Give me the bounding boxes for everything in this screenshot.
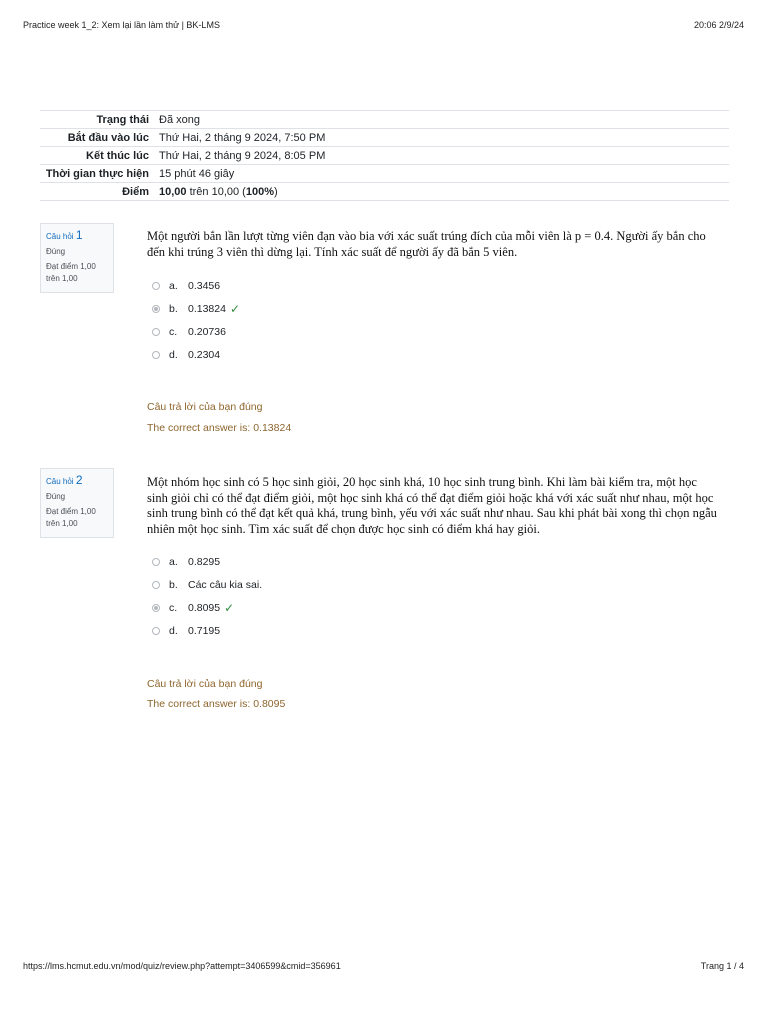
radio-button-checked[interactable] <box>152 305 160 313</box>
question-number: Câu hỏi 1 <box>46 228 83 242</box>
question-info-2 <box>40 468 114 538</box>
question-info-1 <box>40 223 114 293</box>
answer-option[interactable]: a. 0.3456 <box>152 274 452 297</box>
answer-option[interactable]: d. 0.2304 <box>152 343 452 366</box>
summary-label: Bắt đầu vào lúc <box>40 129 154 147</box>
correct-answer-text: The correct answer is: 0.13824 <box>147 422 292 434</box>
feedback-text: Câu trả lời của bạn đúng <box>147 678 263 690</box>
summary-row-duration <box>40 165 729 183</box>
question-grade: Đạt điểm 1,00 trên 1,00 <box>46 262 96 283</box>
answer-option-selected[interactable]: c. 0.8095 ✓ <box>152 596 452 619</box>
radio-button[interactable] <box>152 581 160 589</box>
correct-check-icon: ✓ <box>229 301 241 316</box>
page-number: Trang 1 / 4 <box>700 961 744 971</box>
page-title: Practice week 1_2: Xem lại lần làm thử | BK-LMS <box>23 20 220 30</box>
question-text: Một người bắn lần lượt từng viên đạn vào bia với xác suất trúng đích của mỗi viên là p = 0.4. Người ấy bắn cho đến khi trúng 3 viên thì dừng lại. Tính xác suất để người ấy đã bắn 5 viên. <box>147 229 706 259</box>
radio-button-checked[interactable] <box>152 604 160 612</box>
answer-option[interactable]: c. 0.20736 <box>152 320 452 343</box>
question-state: Đúng <box>46 492 66 501</box>
correct-check-icon: ✓ <box>224 600 235 615</box>
summary-label: Trạng thái <box>40 111 154 129</box>
feedback-text: Câu trả lời của bạn đúng <box>147 401 263 413</box>
grade-score: 10,00 <box>159 186 187 198</box>
question-number: Câu hỏi 2 <box>46 473 83 487</box>
summary-row-started <box>40 129 729 147</box>
grade-percent: 100% <box>245 186 274 198</box>
summary-value: Thứ Hai, 2 tháng 9 2024, 8:05 PM <box>154 147 729 165</box>
page-url: https://lms.hcmut.edu.vn/mod/quiz/review.php?attempt=3406599&cmid=356961 <box>23 961 341 971</box>
answer-options <box>152 550 452 642</box>
summary-value: 15 phút 46 giây <box>154 165 729 183</box>
answer-options <box>152 274 452 366</box>
summary-label: Thời gian thực hiện <box>40 165 154 183</box>
print-footer <box>23 961 744 971</box>
answer-option[interactable]: b. Các câu kia sai. <box>152 573 452 596</box>
summary-row-grade <box>40 183 729 201</box>
summary-value: 10,00 trên 10,00 (100%) <box>154 183 729 201</box>
answer-option[interactable]: d. 0.7195 <box>152 619 452 642</box>
question-state: Đúng <box>46 247 66 256</box>
summary-label: Điểm <box>40 183 154 201</box>
summary-value: Thứ Hai, 2 tháng 9 2024, 7:50 PM <box>154 129 729 147</box>
print-datetime: 20:06 2/9/24 <box>693 20 744 30</box>
summary-label: Kết thúc lúc <box>40 147 154 165</box>
question-text: Một nhóm học sinh có 5 học sinh giỏi, 20 học sinh khá, 10 học sinh trung bình. Khi làm bài kiểm tra, một học sinh giỏi chỉ có thể đạt điểm giỏi, một học sinh khá có thể đạt điểm giỏi hoặc khá với xác suất như nhau, một học sinh trung bình có thể đạt kết quả khá, trung bình, yếu với xác suất như nhau. Sau khi phát bài xong thì chọn ngẫu nhiên một học sinh. Tìm xác suất để chọn được học sinh có điểm khá hay giỏi. <box>147 475 717 536</box>
correct-answer-text: The correct answer is: 0.8095 <box>147 698 286 710</box>
attempt-summary-table <box>40 110 729 201</box>
radio-button[interactable] <box>152 328 160 336</box>
radio-button[interactable] <box>152 558 160 566</box>
print-header <box>23 20 744 30</box>
summary-value: Đã xong <box>154 111 729 129</box>
radio-button[interactable] <box>152 282 160 290</box>
summary-row-state <box>40 111 729 129</box>
summary-row-completed <box>40 147 729 165</box>
question-grade: Đạt điểm 1,00 trên 1,00 <box>46 507 96 528</box>
radio-button[interactable] <box>152 627 160 635</box>
answer-option-selected[interactable]: b. 0.13824 ✓ <box>152 297 452 320</box>
radio-button[interactable] <box>152 351 160 359</box>
answer-option[interactable]: a. 0.8295 <box>152 550 452 573</box>
